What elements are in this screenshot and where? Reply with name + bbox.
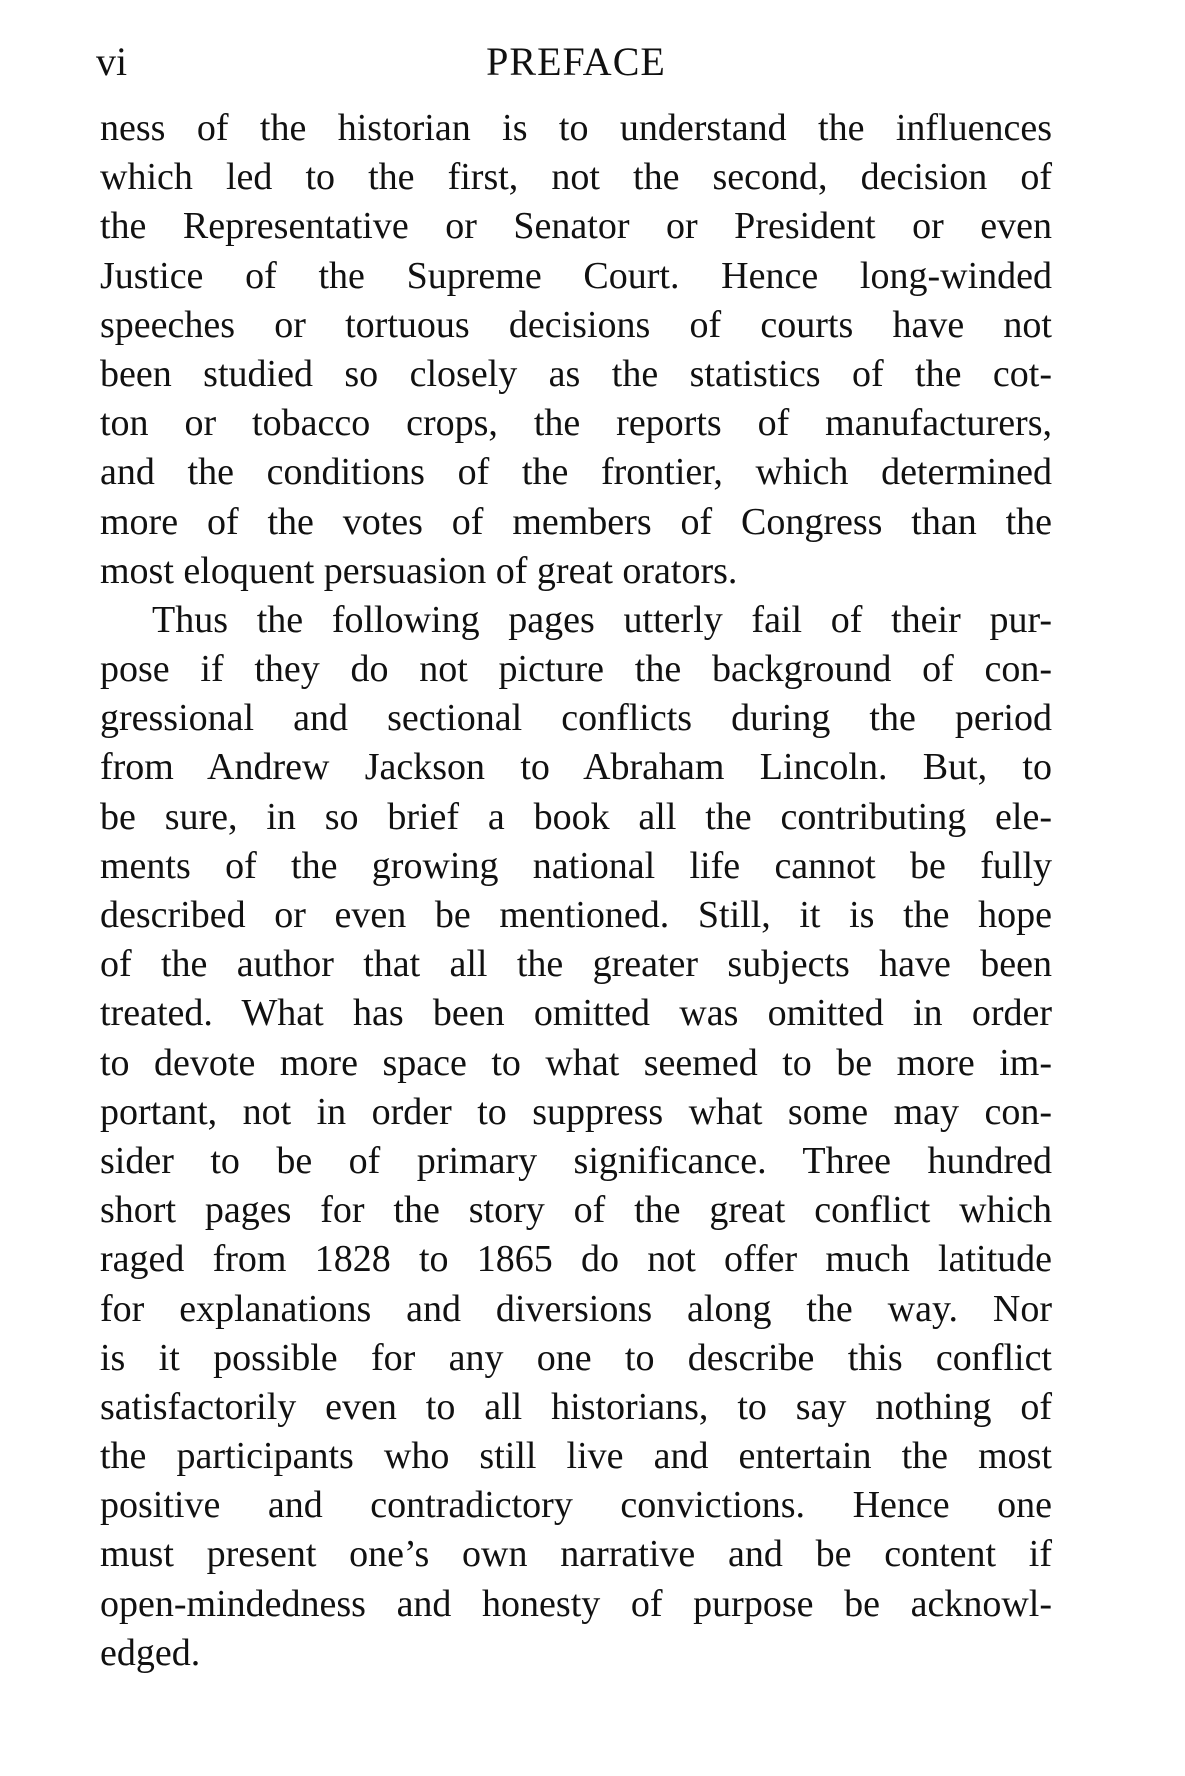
- text-line: most eloquent persuasion of great orators.: [100, 549, 738, 592]
- text-line: positive and contradictory convictions. Hence one: [100, 1484, 1052, 1527]
- text-line: and the conditions of the frontier, which determined: [100, 451, 1052, 494]
- text-line: open-mindedness and honesty of purpose be acknowl-: [100, 1582, 1052, 1625]
- text-line: of the author that all the greater subjects have been: [100, 943, 1052, 986]
- text-line: pose if they do not picture the background of con-: [100, 648, 1052, 691]
- text-line: sider to be of primary significance. Three hundred: [100, 1139, 1052, 1182]
- text-line: satisfactorily even to all historians, to say nothing of: [100, 1385, 1052, 1428]
- running-head: [96, 32, 1056, 92]
- text-line: treated. What has been omitted was omitted in order: [100, 992, 1052, 1035]
- body-text: [100, 104, 1052, 1678]
- text-line: for explanations and diversions along the way. Nor: [100, 1287, 1052, 1330]
- text-line: described or even be mentioned. Still, it is the hope: [100, 894, 1052, 936]
- text-line: Thus the following pages utterly fail of their pur-: [152, 598, 1052, 641]
- text-line: ments of the growing national life cannot be fully: [100, 844, 1052, 887]
- text-line: gressional and sectional conflicts during the period: [100, 697, 1052, 740]
- page-title: PREFACE: [486, 39, 666, 84]
- text-line: speeches or tortuous decisions of courts have not: [100, 303, 1052, 346]
- text-line: more of the votes of members of Congress than the: [100, 500, 1052, 543]
- text-line: to devote more space to what seemed to be more im-: [100, 1041, 1052, 1084]
- text-line: the Representative or Senator or President or even: [100, 205, 1052, 248]
- text-line: which led to the first, not the second, decision of: [100, 156, 1052, 199]
- text-line: must present one’s own narrative and be content if: [100, 1533, 1052, 1576]
- text-line: portant, not in order to suppress what some may con-: [100, 1090, 1052, 1133]
- text-line: is it possible for any one to describe this conflict: [100, 1336, 1052, 1379]
- text-line: the participants who still live and entertain the most: [100, 1435, 1052, 1478]
- text-line: from Andrew Jackson to Abraham Lincoln. But, to: [100, 746, 1052, 789]
- text-line: raged from 1828 to 1865 do not offer much latitude: [100, 1238, 1052, 1281]
- text-line: short pages for the story of the great conflict which: [100, 1189, 1052, 1232]
- text-line: Justice of the Supreme Court. Hence long-winded: [100, 254, 1052, 297]
- paragraph-1: [100, 104, 1052, 596]
- text-line: be sure, in so brief a book all the contributing ele-: [100, 795, 1052, 838]
- text-line: edged.: [100, 1631, 201, 1674]
- text-line: ton or tobacco crops, the reports of manufacturers,: [100, 402, 1052, 445]
- paragraph-2: [100, 596, 1052, 1678]
- text-line: ness of the historian is to understand the influences: [100, 107, 1052, 149]
- page-number: vi: [96, 39, 128, 84]
- text-line: been studied so closely as the statistics of the cot-: [100, 352, 1052, 395]
